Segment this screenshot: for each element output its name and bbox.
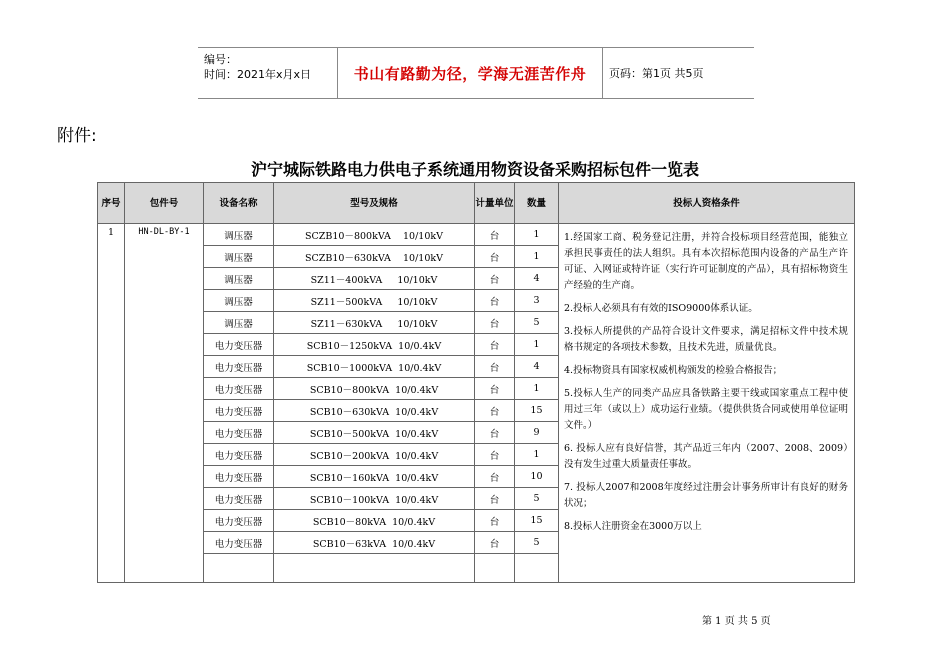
model-cell: SCB10－500kVA 10/0.4kV xyxy=(274,422,475,444)
header-seq: 序号 xyxy=(98,183,125,224)
header-package: 包件号 xyxy=(125,183,204,224)
model-cell: SZ11－630kVA 10/10kV xyxy=(274,312,475,334)
seq-cell: 1 xyxy=(98,224,125,583)
unit-cell: 台 xyxy=(475,290,515,312)
qty-cell: 4 xyxy=(515,268,559,290)
attachment-label: 附件: xyxy=(57,126,97,146)
qty-cell: 4 xyxy=(515,356,559,378)
model-cell: SCB10－1250kVA 10/0.4kV xyxy=(274,334,475,356)
model-cell: SCZB10－630kVA 10/10kV xyxy=(274,246,475,268)
unit-cell: 台 xyxy=(475,312,515,334)
header-page: 页码：第1页 共5页 xyxy=(609,67,704,80)
header-qualification: 投标人资格条件 xyxy=(559,183,855,224)
qualification-item: 1.经国家工商、税务登记注册，并符合投标项目经营范围，能独立承担民事责任的法人组织。具有本次招标范围内设备的产品生产许可证、入网证或特许证（实行许可证制度的产品），具有招标物资生产经验的生产商。 xyxy=(564,232,848,291)
qty-cell: 10 xyxy=(515,466,559,488)
page-footer: 第 1 页 共 5 页 xyxy=(702,616,771,627)
header-code: 编号： xyxy=(204,53,237,66)
device-cell: 电力变压器 xyxy=(204,400,274,422)
model-cell: SCB10－1000kVA 10/0.4kV xyxy=(274,356,475,378)
qty-cell: 5 xyxy=(515,532,559,554)
qty-cell: 9 xyxy=(515,422,559,444)
model-cell: SZ11－500kVA 10/10kV xyxy=(274,290,475,312)
model-cell: SCB10－200kVA 10/0.4kV xyxy=(274,444,475,466)
qty-cell: 5 xyxy=(515,488,559,510)
header-device: 设备名称 xyxy=(204,183,274,224)
header-time: 时间：2021年x月x日 xyxy=(204,68,312,81)
device-cell: 电力变压器 xyxy=(204,466,274,488)
qty-cell: 3 xyxy=(515,290,559,312)
unit-cell: 台 xyxy=(475,246,515,268)
device-cell: 电力变压器 xyxy=(204,488,274,510)
device-cell: 电力变压器 xyxy=(204,334,274,356)
package-cell: HN-DL-BY-1 xyxy=(125,224,204,583)
qty-cell: 15 xyxy=(515,510,559,532)
qty-cell: 15 xyxy=(515,400,559,422)
qty-cell: 1 xyxy=(515,224,559,246)
qualification-item: 3.投标人所提供的产品符合设计文件要求，满足招标文件中技术规格书规定的各项技术参数，且技术先进，质量优良。 xyxy=(564,326,848,353)
unit-cell: 台 xyxy=(475,356,515,378)
unit-cell: 台 xyxy=(475,334,515,356)
unit-cell: 台 xyxy=(475,488,515,510)
qty-cell: 5 xyxy=(515,312,559,334)
device-cell: 电力变压器 xyxy=(204,422,274,444)
device-cell: 电力变压器 xyxy=(204,356,274,378)
qualification-item: 8.投标人注册资金在3000万以上 xyxy=(564,521,702,532)
empty-cell xyxy=(204,554,274,583)
device-cell: 调压器 xyxy=(204,290,274,312)
empty-cell xyxy=(475,554,515,583)
qualification-item: 4.投标物资具有国家权威机构颁发的检验合格报告； xyxy=(564,365,783,376)
header-model: 型号及规格 xyxy=(274,183,475,224)
empty-cell xyxy=(274,554,475,583)
unit-cell: 台 xyxy=(475,444,515,466)
qty-cell: 1 xyxy=(515,378,559,400)
page-header xyxy=(198,47,754,99)
header-unit: 计量单位 xyxy=(475,183,515,224)
qty-cell: 1 xyxy=(515,444,559,466)
model-cell: SCB10－100kVA 10/0.4kV xyxy=(274,488,475,510)
device-cell: 电力变压器 xyxy=(204,532,274,554)
document-title: 沪宁城际铁路电力供电子系统通用物资设备采购招标包件一览表 xyxy=(250,160,699,179)
model-cell: SCB10－63kVA 10/0.4kV xyxy=(274,532,475,554)
qualification-item: 7. 投标人2007和2008年度经过注册会计事务所审计有良好的财务状况； xyxy=(564,482,848,509)
unit-cell: 台 xyxy=(475,466,515,488)
device-cell: 调压器 xyxy=(204,312,274,334)
device-cell: 调压器 xyxy=(204,246,274,268)
header-motto: 书山有路勤为径，学海无涯苦作舟 xyxy=(338,48,603,98)
device-cell: 电力变压器 xyxy=(204,510,274,532)
device-cell: 调压器 xyxy=(204,268,274,290)
header-qty: 数量 xyxy=(515,183,559,224)
device-cell: 调压器 xyxy=(204,224,274,246)
model-cell: SCB10－80kVA 10/0.4kV xyxy=(274,510,475,532)
qty-cell: 1 xyxy=(515,334,559,356)
model-cell: SCB10－630kVA 10/0.4kV xyxy=(274,400,475,422)
model-cell: SCB10－160kVA 10/0.4kV xyxy=(274,466,475,488)
qualification-item: 6. 投标人应有良好信誉，其产品近三年内（2007、2008、2009）没有发生过重大质量责任事故。 xyxy=(564,443,848,470)
table-header-row xyxy=(98,183,855,224)
unit-cell: 台 xyxy=(475,422,515,444)
unit-cell: 台 xyxy=(475,510,515,532)
qty-cell: 1 xyxy=(515,246,559,268)
unit-cell: 台 xyxy=(475,378,515,400)
qualification-cell xyxy=(559,224,855,583)
device-cell: 电力变压器 xyxy=(204,444,274,466)
qualification-item: 5.投标人生产的同类产品应具备铁路主要干线或国家重点工程中使用过三年（或以上）成功运行业绩。（提供供货合同或使用单位证明文件。） xyxy=(564,388,848,431)
unit-cell: 台 xyxy=(475,268,515,290)
unit-cell: 台 xyxy=(475,532,515,554)
qualification-item: 2.投标人必须具有有效的ISO9000体系认证。 xyxy=(564,303,758,314)
table-row xyxy=(98,224,855,246)
unit-cell: 台 xyxy=(475,224,515,246)
unit-cell: 台 xyxy=(475,400,515,422)
device-cell: 电力变压器 xyxy=(204,378,274,400)
header-meta xyxy=(198,48,338,98)
model-cell: SCB10－800kVA 10/0.4kV xyxy=(274,378,475,400)
procurement-table xyxy=(97,182,855,583)
model-cell: SCZB10－800kVA 10/10kV xyxy=(274,224,475,246)
model-cell: SZ11－400kVA 10/10kV xyxy=(274,268,475,290)
empty-cell xyxy=(515,554,559,583)
